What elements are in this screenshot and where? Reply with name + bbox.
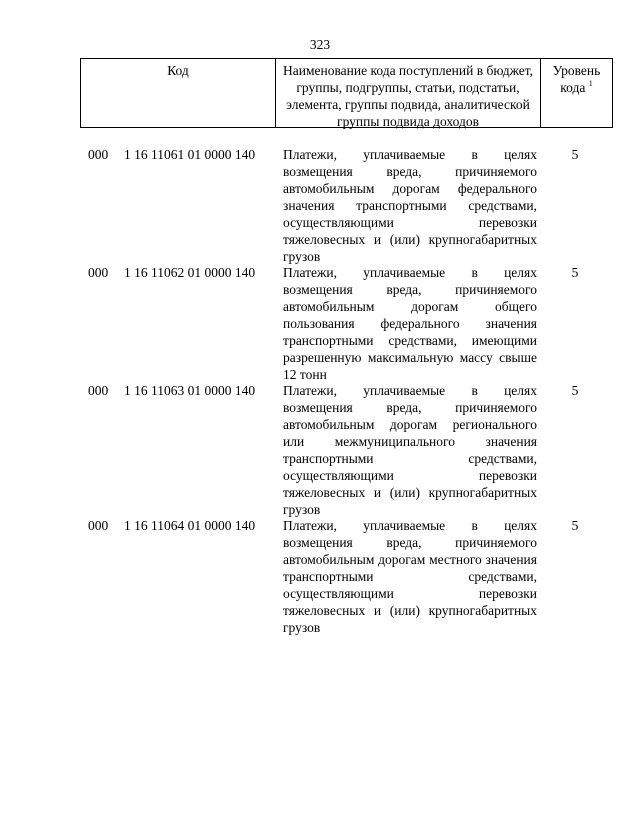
admin-code: 000 — [88, 383, 109, 398]
header-name: Наименование кода поступлений в бюджет, группы, подгруппы, статьи, подстатьи, элемента, группы подвида, аналитической группы подвида доходов — [276, 59, 541, 127]
table-row — [80, 264, 613, 382]
income-name: Платежи, уплачиваемые в целях возмещения вреда, причиняемого автомобильным дорогам федерального значения транспортными средствами, осуществляющими перевозки тяжеловесных и (или) крупногабаритных грузов — [283, 147, 537, 264]
table-body — [80, 146, 613, 635]
admin-code: 000 — [88, 518, 109, 533]
admin-code: 000 — [88, 147, 109, 162]
header-code: Код — [81, 59, 276, 127]
income-name: Платежи, уплачиваемые в целях возмещения вреда, причиняемого автомобильным дорогам местного значения транспортными средствами, осуществляющими перевозки тяжеловесных и (или) крупногабаритных грузов — [283, 518, 537, 635]
page-number: 323 — [309, 37, 331, 52]
income-code: 1 16 11061 01 0000 140 — [124, 147, 256, 162]
code-level: 5 — [571, 383, 579, 398]
table-header — [80, 58, 613, 128]
income-code: 1 16 11064 01 0000 140 — [124, 518, 256, 533]
code-level: 5 — [571, 147, 579, 162]
table-row — [80, 382, 613, 517]
header-level — [541, 59, 612, 127]
income-code: 1 16 11063 01 0000 140 — [124, 383, 256, 398]
code-level: 5 — [571, 265, 579, 280]
income-name: Платежи, уплачиваемые в целях возмещения вреда, причиняемого автомобильным дорогам общего пользования федерального значения транспортными средствами, имеющими разрешенную максимальную массу свыше 12 тонн — [283, 265, 537, 382]
code-level: 5 — [571, 518, 579, 533]
admin-code: 000 — [88, 265, 109, 280]
table-row — [80, 517, 613, 635]
table-row — [80, 146, 613, 264]
income-name: Платежи, уплачиваемые в целях возмещения вреда, причиняемого автомобильным дорогам регионального или межмуниципального значения транспортными средствами, осуществляющими перевозки тяжеловесных и (или) крупногабаритных грузов — [283, 383, 537, 517]
header-level-footnote: 1 — [588, 79, 593, 88]
header-level-label: Уровень кода — [552, 63, 601, 95]
income-code: 1 16 11062 01 0000 140 — [124, 265, 256, 280]
